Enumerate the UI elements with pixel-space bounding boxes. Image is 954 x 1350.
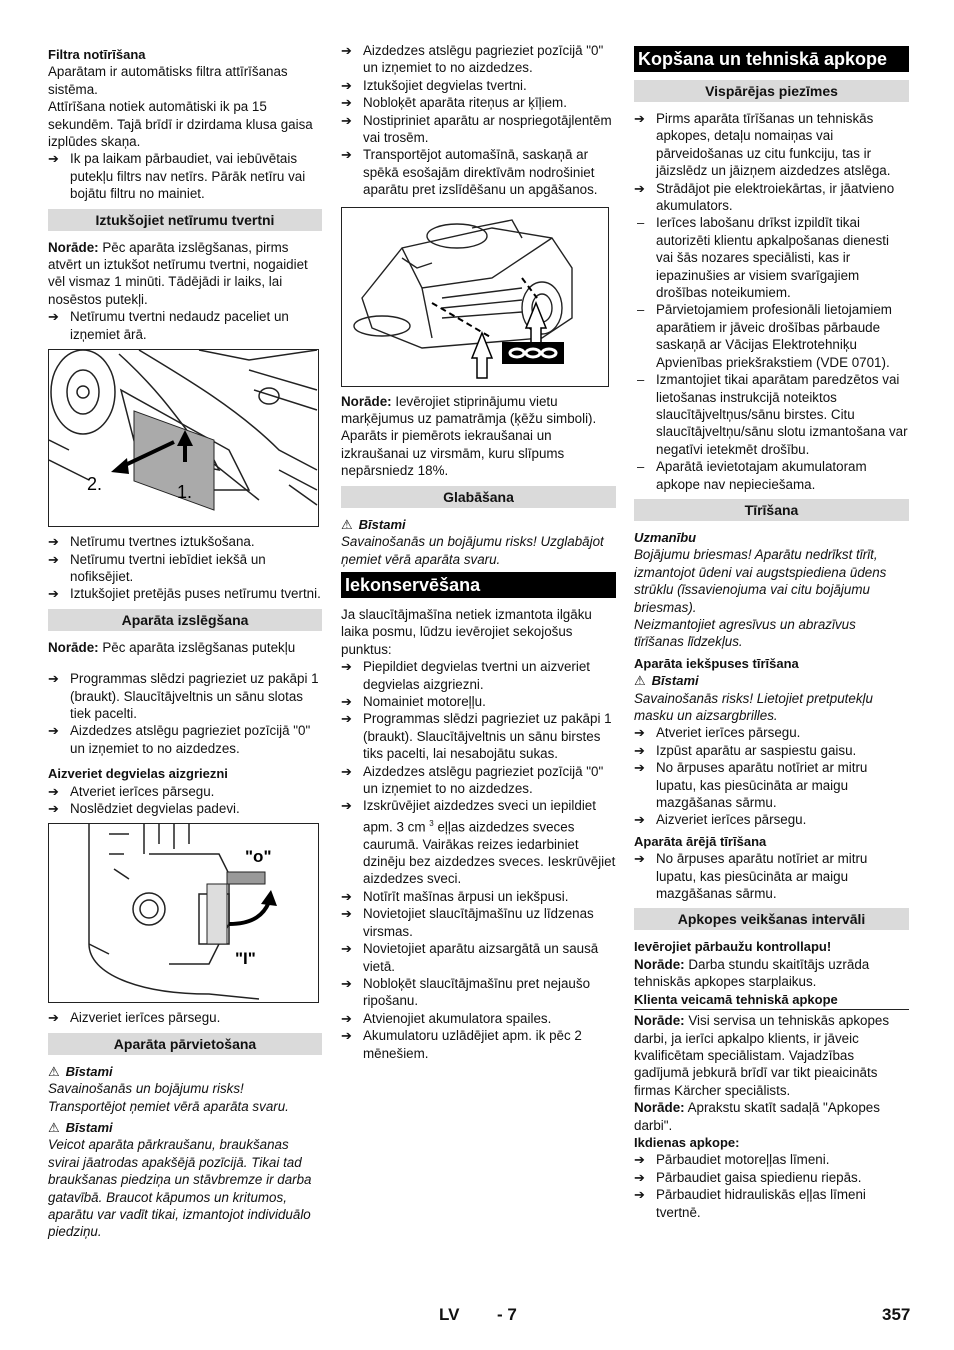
arrow-bullet-icon: ➔: [341, 659, 352, 675]
arrow-bullet-icon: ➔: [341, 798, 352, 814]
list-item: ➔ Transportējot automašīnā, saskaņā ar spēkā esošajām direktīvām nodrošiniet aparātu pret izslīdēšanu un apgāšanos.: [341, 147, 598, 198]
list-item: ➔ Programmas slēdzi pagrieziet uz pakāpi 1 (braukt). Slaucītājveltnis un sānu slotas tiek pacelti.: [48, 671, 319, 721]
paragraph: Aparātam ir automātisks filtra attīrīšanas sistēma.: [48, 64, 288, 97]
arrow-bullet-icon: ➔: [634, 1187, 645, 1203]
list-item: ➔ Netīrumu tvertni iebīdiet iekšā un nofiksējiet.: [48, 551, 266, 584]
arrow-bullet-icon: ➔: [48, 309, 59, 325]
section-heading-iekonservesana: Iekonservēšana: [341, 572, 616, 598]
figure-tie-down-points: [341, 207, 609, 387]
section-heading-visparejas: Vispārējas piezīmes: [634, 80, 909, 102]
list-item: ➔ Nobloķēt aparāta riteņus ar ķīļiem.: [341, 95, 567, 111]
section-heading-tirisana: Tīrīšana: [634, 499, 909, 521]
list-item: ➔ Noslēdziet degvielas padevi.: [48, 800, 240, 816]
figure-label-on: "I": [235, 949, 256, 969]
note: Norāde: Pēc aparāta izslēgšanas, pirms atvērt un iztukšot netīrumu tvertni, nogaidiet vēl vismaz 1 minūti. Tādējādi ir laiks, lai nosēstos putekļi.: [48, 239, 308, 307]
figure-fuel-valve: [48, 823, 319, 1003]
list-item: ➔ Ik pa laikam pārbaudiet, vai iebūvētais putekļu filtrs nav netīrs. Pārāk netīru vai bojātu filtru no mainiet.: [48, 151, 306, 202]
caution-text: Bojājumu briesmas! Aparātu nedrīkst tīrīt, izmantojot ūdeni vai augstspiediena ūdens strūklu (īssavienojuma vai citu bojājumu briesmas).: [634, 547, 887, 615]
arrow-bullet-icon: ➔: [341, 888, 352, 904]
list-item: ➔ Aizdedzes atslēgu pagrieziet pozīcijā "0" un izņemiet to no aizdedzes.: [341, 43, 604, 76]
list-item: ➔ Programmas slēdzi pagrieziet uz pakāpi 1 (braukt). Slaucītājveltnis un sānu birstes tiks pacelti, lai nesabojātu sukas.: [341, 711, 612, 762]
arrow-bullet-icon: ➔: [634, 1169, 645, 1185]
arrow-bullet-icon: ➔: [634, 760, 645, 776]
list-item: ➔ Netīrumu tvertni nedaudz paceliet un izņemiet ārā.: [48, 309, 289, 342]
dash-bullet-icon: –: [637, 215, 645, 231]
list-item: – Izmantojiet tikai aparātam paredzētos vai lietošanas instrukcijā noteiktos slaucītājveltņus/sānu birstes. Citu slaucītājveltņu/sānu slotu izmantošana var negatīvi ietekmēt drošību.: [637, 372, 908, 457]
footer-page-number: 357: [882, 1305, 911, 1324]
note: Norāde: Visi servisa un tehniskās apkopes darbi, ja ierīci apkalpo klients, ir jāveic kvalificētam speciālistam. Vajadzības gadījumā jebkurā brīdī var tikt pieaicināts firmas Kärcher speciālists.: [634, 1013, 890, 1098]
list-item: – Pārvietojamiem profesionāli lietojamiem aparātiem ir jāveic drošības pārbaude saskaņā ar Vācijas Elektrotehniķu Apvienības priekšrakstiem (VDE 0701).: [637, 302, 892, 370]
note: Norāde: Pēc aparāta izslēgšanas putekļu: [48, 639, 296, 655]
list-item: ➔ Pārbaudiet hidrauliskās eļļas līmeni tvertnē.: [634, 1187, 866, 1220]
list-item: ➔ Pārbaudiet gaisa spiedienu riepās.: [634, 1169, 862, 1185]
list-item: ➔ Aizdedzes atslēgu pagrieziet pozīcijā "0" un izņemiet to no aizdedzes.: [341, 763, 604, 796]
arrow-bullet-icon: ➔: [48, 586, 59, 602]
arrow-bullet-icon: ➔: [341, 147, 352, 163]
warning-heading: ⚠ Bīstami: [341, 516, 406, 532]
list-item: ➔ Atvienojiet akumulatora spailes.: [341, 1010, 552, 1026]
list-item: ➔ Izpūst aparātu ar saspiestu gaisu.: [634, 742, 857, 758]
arrow-bullet-icon: ➔: [341, 95, 352, 111]
list-item: ➔ Izskrūvējiet aizdedzes sveci un iepildiet apm. 3 cm $^3$ eļļas aizdedzes sveces caurumā. Vairākas reizes iedarbiniet dzinēju bez aizdedzes sveces. Ieskrūvējiet aizdedzes sveci.: [341, 798, 616, 887]
arrow-bullet-icon: ➔: [634, 851, 645, 867]
figure-label-2: 2.: [87, 474, 103, 495]
emphasis-text: Ievērojiet pārbaužu kontrollapu!: [634, 939, 832, 955]
list-item: ➔ Pirms aparāta tīrīšanas un tehniskās apkopes, detaļu nomaiņas vai pārveidošanas uz citu funkciju, tas ir jāizslēdz un jāizņem aizdedzes atslēga.: [634, 111, 891, 179]
list-item: ➔ Aizdedzes atslēgu pagrieziet pozīcijā "0" un izņemiet to no aizdedzes.: [48, 723, 311, 756]
list-item: – Aparātā ievietotajam akumulatoram apkope nav nepieciešama.: [637, 459, 867, 492]
warning-heading: ⚠ Bīstami: [634, 673, 699, 689]
heading-aizveriet: Aizveriet degvielas aizgriezni: [48, 766, 228, 782]
arrow-bullet-icon: ➔: [634, 742, 645, 758]
arrow-bullet-icon: ➔: [341, 43, 352, 58]
warning-triangle-icon: ⚠: [48, 1063, 60, 1079]
arrow-bullet-icon: ➔: [341, 77, 352, 93]
list-item: ➔ Aizveriet ierīces pārsegu.: [48, 1010, 221, 1026]
list-item: ➔ Nomainiet motoreļļu.: [341, 693, 486, 709]
paragraph: Attīrīšana notiek automātiski ik pa 15 sekundēm. Tajā brīdī ir dzirdama klusa gaisa izplūdes skaņa.: [48, 99, 313, 150]
warning-text: Savainošanās risks! Lietojiet pretputekļu masku un aizsargbrilles.: [634, 690, 873, 723]
warning-triangle-icon: ⚠: [341, 516, 353, 532]
arrow-bullet-icon: ➔: [48, 723, 59, 739]
list-item: ➔ Iztukšojiet degvielas tvertni.: [341, 77, 527, 93]
note: Norāde: Darba stundu skaitītājs uzrāda tehniskās apkopes starplaikus.: [634, 956, 870, 990]
section-heading-intervali: Apkopes veikšanas intervāli: [634, 908, 909, 930]
list-item: ➔ Strādājot pie elektroiekārtas, ir jāatvieno akumulators.: [634, 180, 895, 214]
column-1: [48, 42, 322, 1241]
list-item: ➔ No ārpuses aparātu notīriet ar mitru lupatu, kas piesūcināta ar maigu mazgāšanas sārmu.: [634, 760, 868, 811]
arrow-bullet-icon: ➔: [634, 111, 645, 126]
paragraph: Ja slaucītājmašīna netiek izmantota ilgāku laika posmu, lūdzu ievērojiet sekojošus punktus:: [341, 606, 592, 657]
arrow-bullet-icon: ➔: [341, 711, 352, 727]
note: Norāde: Ievērojiet stiprinājumu vietu marķējumus uz pamatrāmja (ķēžu simboli). Aparāts ir piemērots iekraušanai un izkraušanai uz virsmām, kuru slīpums nepārsniedz 18%.: [341, 393, 597, 479]
heading-ikdienas: Ikdienas apkope:: [634, 1134, 740, 1150]
list-item: ➔ Piepildiet degvielas tvertni un aizveriet degvielas aizgriezni.: [341, 659, 591, 692]
dash-bullet-icon: –: [637, 372, 645, 388]
section-heading-iztuksojiet: Iztukšojiet netīrumu tvertni: [48, 209, 322, 231]
arrow-bullet-icon: ➔: [634, 180, 645, 196]
list-item: ➔ Novietojiet slaucītājmašīnu uz līdzenas virsmas.: [341, 906, 594, 939]
list-item: ➔ Notīrīt mašīnas ārpusi un iekšpusi.: [341, 888, 569, 904]
section-heading-parvietosana: Aparāta pārvietošana: [48, 1033, 322, 1055]
footer-language: LV: [439, 1305, 460, 1324]
figure-label-1: 1.: [177, 482, 193, 503]
arrow-bullet-icon: ➔: [48, 800, 59, 816]
section-heading-kopsana: Kopšana un tehniskā apkope: [634, 46, 909, 72]
list-item: ➔ Aizveriet ierīces pārsegu.: [634, 812, 807, 828]
warning-triangle-icon: ⚠: [48, 1120, 60, 1135]
list-item: ➔ Pārbaudiet motoreļļas līmeni.: [634, 1152, 830, 1168]
heading-ieksp: Aparāta iekšpuses tīrīšana: [634, 655, 799, 671]
figure-dirt-container: [48, 349, 319, 527]
warning-text: Veicot aparāta pārkraušanu, braukšanas svirai jāatrodas apakšējā pozīcijā. Tikai tad braukšanas piedziņa un stāvbremze ir darba gatavībā. Braucot kāpumos un kritumos, aparātu var vadīt tikai, izmantojot individuālo piedziņu.: [48, 1137, 312, 1240]
column-2: [341, 42, 616, 1062]
arrow-bullet-icon: ➔: [341, 763, 352, 779]
section-heading-izslegsana: Aparāta izslēgšana: [48, 609, 322, 631]
caution-heading: Uzmanību: [634, 529, 697, 545]
arrow-bullet-icon: ➔: [341, 975, 352, 991]
warning-triangle-icon: ⚠: [634, 673, 646, 689]
list-item: ➔ Nostipriniet aparātu ar nospriegotājlentēm vai trosēm.: [341, 112, 612, 146]
list-item: ➔ No ārpuses aparātu notīriet ar mitru lupatu, kas piesūcināta ar maigu mazgāšanas sārmu.: [634, 851, 868, 902]
list-item: ➔ Atveriet ierīces pārsegu.: [48, 783, 215, 799]
arrow-bullet-icon: ➔: [48, 1010, 59, 1026]
arrow-bullet-icon: ➔: [341, 1028, 352, 1044]
list-item: ➔ Akumulatoru uzlādējiet apm. ik pēc 2 mēnešiem.: [341, 1028, 582, 1061]
arrow-bullet-icon: ➔: [341, 906, 352, 922]
list-item: ➔ Iztukšojiet pretējās puses netīrumu tvertni.: [48, 586, 321, 602]
warning-text: Savainošanās un bojājumu risks! Uzglabājot ņemiet vērā aparāta svaru.: [341, 534, 604, 567]
list-item: ➔ Atveriet ierīces pārsegu.: [634, 725, 801, 741]
caution-text: Neizmantojiet agresīvus un abrazīvus tīrīšanas līdzekļus.: [634, 616, 856, 650]
arrow-bullet-icon: ➔: [341, 941, 352, 957]
arrow-bullet-icon: ➔: [48, 151, 59, 167]
heading-aarp: Aparāta ārējā tīrīšana: [634, 833, 767, 849]
arrow-bullet-icon: ➔: [48, 671, 59, 687]
dash-bullet-icon: –: [637, 302, 645, 318]
heading-filtra: Filtra notīrīšana: [48, 47, 146, 62]
figure-label-off: "o": [245, 847, 272, 867]
list-item: ➔ Nobloķēt slaucītājmašīnu pret nejaušo ripošanu.: [341, 975, 591, 1009]
warning-heading: ⚠ Bīstami: [48, 1120, 113, 1135]
arrow-bullet-icon: ➔: [48, 534, 59, 550]
arrow-bullet-icon: ➔: [48, 551, 59, 567]
arrow-bullet-icon: ➔: [341, 1010, 352, 1026]
arrow-bullet-icon: ➔: [48, 783, 59, 799]
list-item: – Ierīces labošanu drīkst izpildīt tikai autorizēti klientu apkalpošanas dienesti vai šās nozares speciālisti, kas ir iepazinušies ar visiem svarīgajiem drošības noteikumiem.: [637, 215, 889, 301]
footer-local-page: - 7: [497, 1305, 517, 1324]
section-heading-glabasana: Glabāšana: [341, 486, 616, 508]
note: Norāde: Aprakstu skatīt sadaļā "Apkopes darbi".: [634, 1100, 880, 1133]
arrow-bullet-icon: ➔: [341, 693, 352, 709]
heading-klienta: Klienta veicamā tehniskā apkope: [634, 991, 909, 1010]
list-item: ➔ Novietojiet aparātu aizsargātā un sausā vietā.: [341, 941, 599, 974]
arrow-bullet-icon: ➔: [341, 112, 352, 128]
list-item: ➔ Netīrumu tvertnes iztukšošana.: [48, 534, 255, 550]
arrow-bullet-icon: ➔: [634, 1152, 645, 1168]
arrow-bullet-icon: ➔: [634, 812, 645, 828]
warning-heading: ⚠ Bīstami: [48, 1063, 113, 1079]
column-3: [634, 42, 909, 1221]
arrow-bullet-icon: ➔: [634, 725, 645, 741]
dash-bullet-icon: –: [637, 459, 645, 475]
warning-text: Savainošanās un bojājumu risks! Transportējot ņemiet vērā aparāta svaru.: [48, 1081, 289, 1114]
